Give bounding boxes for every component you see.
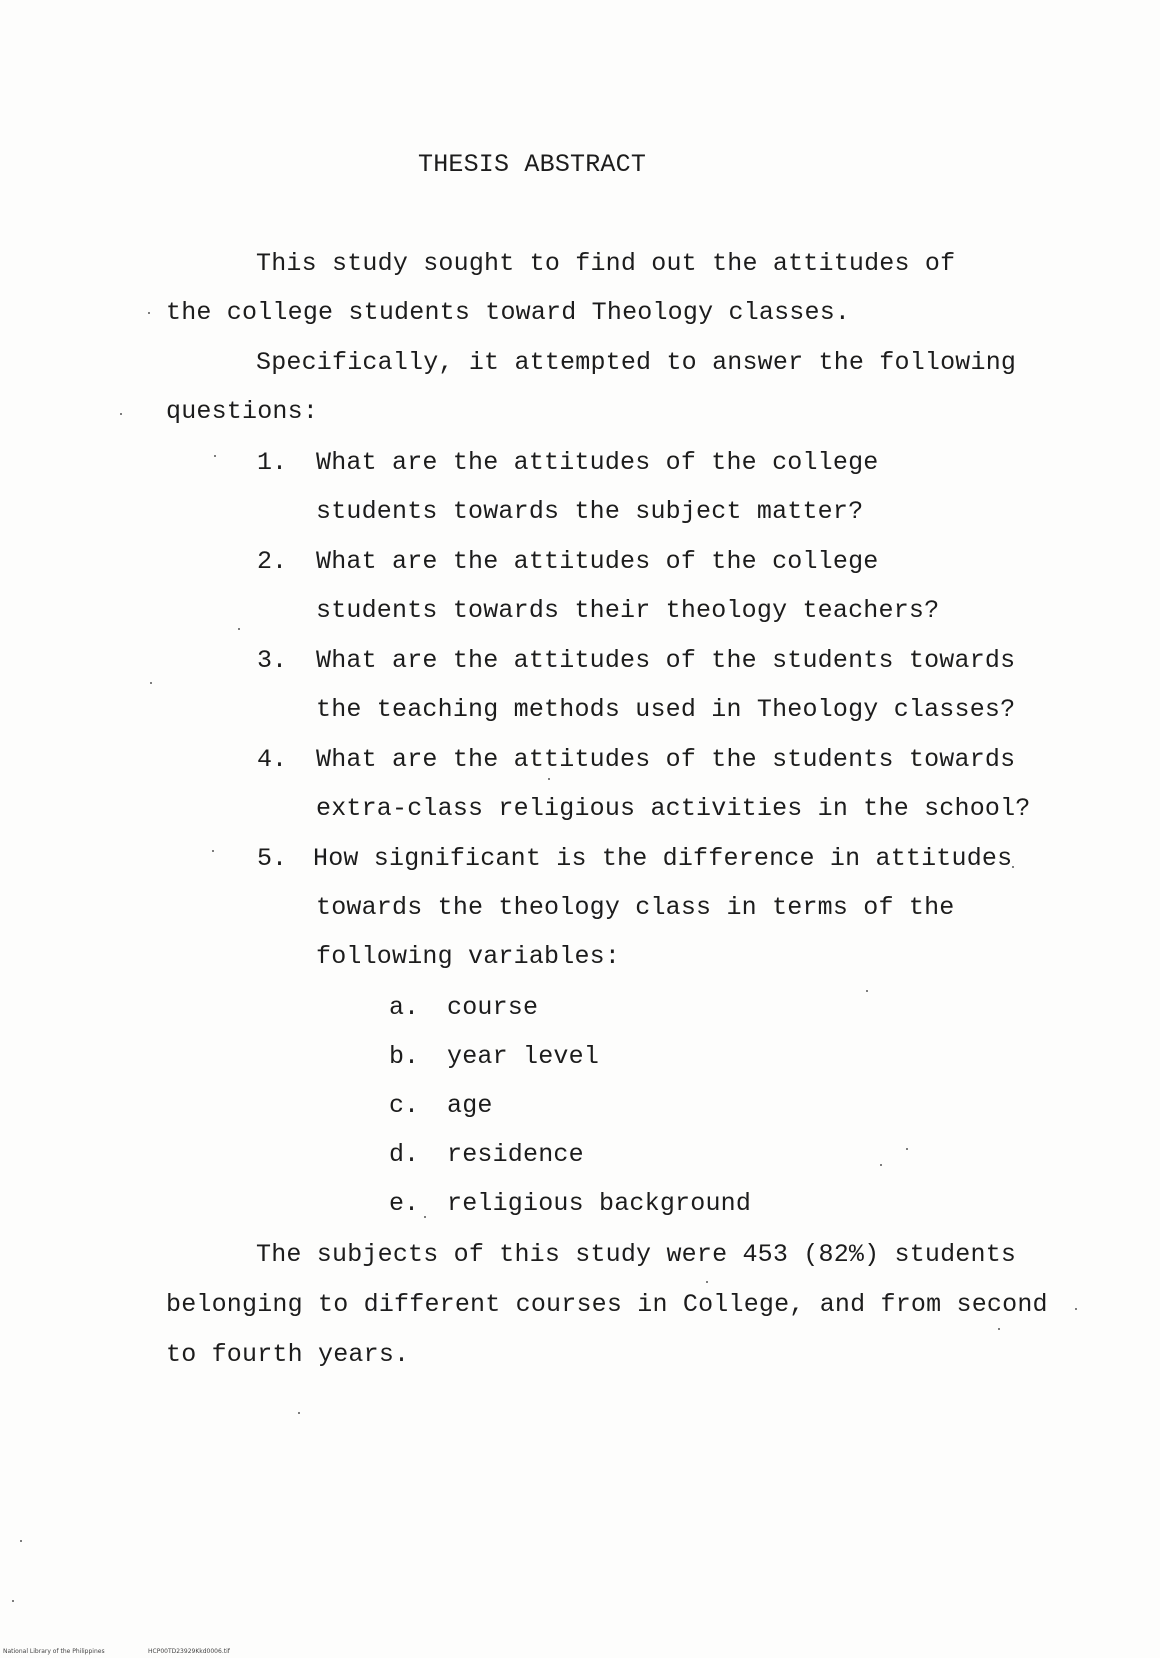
scan-speck — [298, 1412, 300, 1414]
scan-speck — [214, 455, 216, 457]
variable-text: year level — [447, 1042, 600, 1071]
question-number: 1. — [257, 448, 288, 477]
intro-line-1: This study sought to find out the attitudes of — [256, 249, 956, 278]
scan-speck — [238, 628, 240, 630]
footer-library: National Library of the Philippines — [3, 1648, 105, 1655]
scan-speck — [548, 778, 550, 780]
variable-text: age — [447, 1091, 493, 1120]
scan-speck — [150, 682, 152, 684]
scan-speck — [1012, 866, 1014, 868]
question-number: 3. — [257, 646, 288, 675]
specific-line-2: questions: — [166, 397, 319, 426]
question-line: How significant is the difference in attitudes — [313, 844, 1013, 873]
subjects-line-2: belonging to different courses in College, and from second — [166, 1290, 1048, 1319]
footer-code: HCP00TD23929Kkd0006.tif — [148, 1648, 230, 1655]
variable-text: course — [447, 993, 539, 1022]
variable-letter: a. — [389, 993, 420, 1022]
subjects-line-3: to fourth years. — [166, 1340, 410, 1369]
subjects-line-1: The subjects of this study were 453 (82%) students — [256, 1240, 1017, 1269]
variable-letter: d. — [389, 1140, 420, 1169]
variable-text: religious background — [447, 1189, 752, 1218]
intro-line-2: the college students toward Theology classes. — [166, 298, 851, 327]
variable-letter: b. — [389, 1042, 420, 1071]
page-title: THESIS ABSTRACT — [418, 150, 647, 179]
scan-speck — [148, 312, 150, 314]
scan-speck — [1075, 1308, 1077, 1310]
question-number: 4. — [257, 745, 288, 774]
question-line: What are the attitudes of the college — [316, 448, 879, 477]
question-line: extra-class religious activities in the school? — [316, 794, 1031, 823]
question-number: 5. — [257, 844, 288, 873]
question-line: What are the attitudes of the college — [316, 547, 879, 576]
question-line: What are the attitudes of the students towards — [316, 646, 1016, 675]
variable-letter: e. — [389, 1189, 420, 1218]
question-line: towards the theology class in terms of the — [316, 893, 955, 922]
variable-text: residence — [447, 1140, 584, 1169]
scan-speck — [706, 1281, 708, 1283]
question-number: 2. — [257, 547, 288, 576]
scan-speck — [880, 1164, 882, 1166]
scan-speck — [424, 1216, 426, 1218]
scan-speck — [906, 1148, 908, 1150]
question-line: students towards the subject matter? — [316, 497, 864, 526]
scan-speck — [212, 850, 214, 852]
question-line: students towards their theology teachers? — [316, 596, 940, 625]
scan-speck — [120, 413, 122, 415]
scan-speck — [12, 1600, 14, 1602]
scan-speck — [998, 1328, 1000, 1330]
scan-speck — [866, 990, 868, 992]
specific-line-1: Specifically, it attempted to answer the following — [256, 348, 1017, 377]
variable-letter: c. — [389, 1091, 420, 1120]
question-line: the teaching methods used in Theology classes? — [316, 695, 1016, 724]
question-line: following variables: — [316, 942, 621, 971]
question-line: What are the attitudes of the students towards — [316, 745, 1016, 774]
scan-speck — [20, 1540, 22, 1542]
